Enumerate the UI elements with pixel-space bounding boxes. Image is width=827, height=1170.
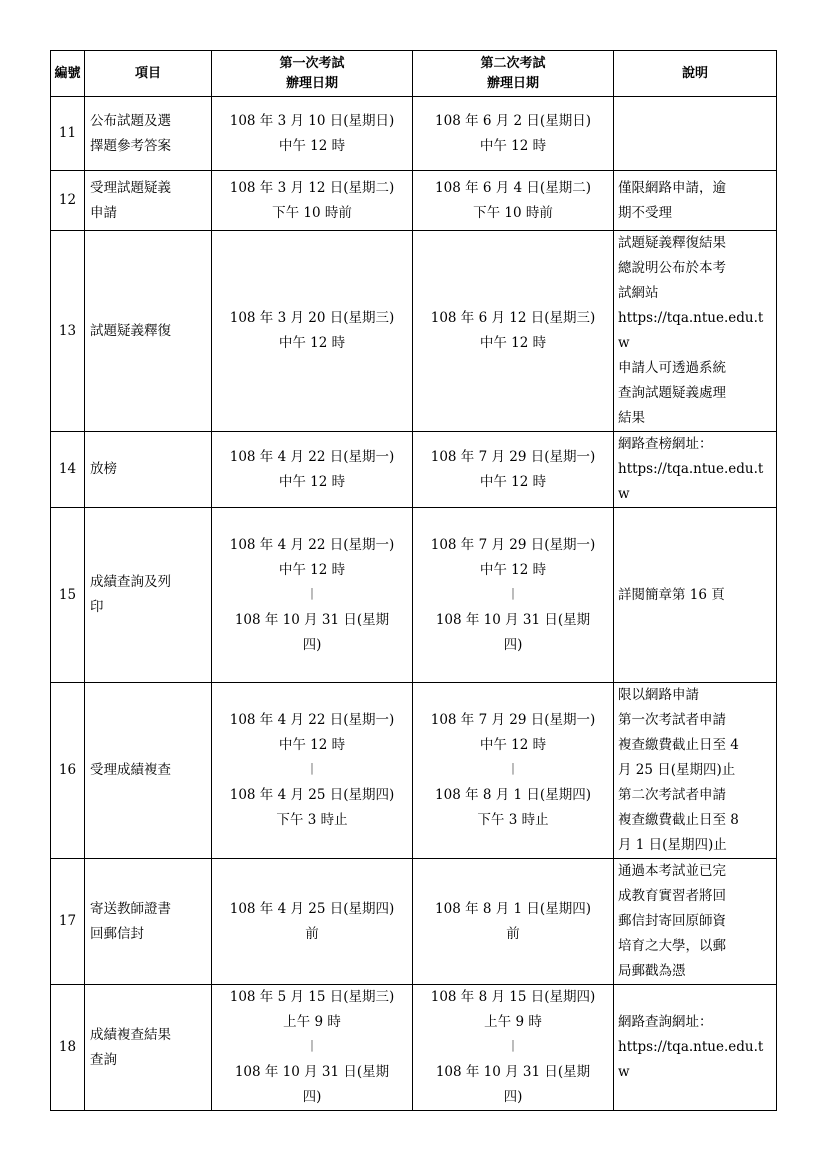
table-row xyxy=(51,683,777,859)
row-second-date: 108 年 7 月 29 日(星期一) 中午 12 時 ︱ 108 年 10 月 31 日(星期 四) xyxy=(413,508,614,683)
row-first-date: 108 年 4 月 22 日(星期一) 中午 12 時 ︱ 108 年 10 月 31 日(星期 四) xyxy=(212,508,413,683)
header-second-date: 第二次考試 辦理日期 xyxy=(413,51,614,97)
row-item: 受理試題疑義 申請 xyxy=(85,171,212,231)
row-first-date: 108 年 5 月 15 日(星期三) 上午 9 時 ︱ 108 年 10 月 31 日(星期 四) xyxy=(212,985,413,1111)
row-item: 成績查詢及列 印 xyxy=(85,508,212,683)
row-no: 12 xyxy=(51,171,85,231)
row-first-date: 108 年 4 月 25 日(星期四) 前 xyxy=(212,859,413,985)
header-first-date: 第一次考試 辦理日期 xyxy=(212,51,413,97)
header-row xyxy=(51,51,777,97)
row-second-date: 108 年 8 月 1 日(星期四) 前 xyxy=(413,859,614,985)
row-note: 網路查榜網址： https://tqa.ntue.edu.tw xyxy=(614,432,777,508)
table-row xyxy=(51,171,777,231)
row-item: 受理成績複查 xyxy=(85,683,212,859)
row-item: 放榜 xyxy=(85,432,212,508)
row-first-date: 108 年 3 月 12 日(星期二) 下午 10 時前 xyxy=(212,171,413,231)
row-note: 僅限網路申請，逾 期不受理 xyxy=(614,171,777,231)
row-first-date: 108 年 3 月 20 日(星期三) 中午 12 時 xyxy=(212,231,413,432)
row-second-date: 108 年 6 月 4 日(星期二) 下午 10 時前 xyxy=(413,171,614,231)
row-no: 18 xyxy=(51,985,85,1111)
table-row xyxy=(51,985,777,1111)
table-row xyxy=(51,432,777,508)
row-second-date: 108 年 7 月 29 日(星期一) 中午 12 時 ︱ 108 年 8 月 1 日(星期四) 下午 3 時止 xyxy=(413,683,614,859)
row-no: 16 xyxy=(51,683,85,859)
schedule-table xyxy=(50,50,777,1111)
row-note: 試題疑義釋復結果 總說明公布於本考 試網站 https://tqa.ntue.edu.tw 申請人可透過系統 查詢試題疑義處理 結果 xyxy=(614,231,777,432)
row-note: 網路查詢網址： https://tqa.ntue.edu.tw xyxy=(614,985,777,1111)
table-row xyxy=(51,231,777,432)
header-no: 編號 xyxy=(51,51,85,97)
row-no: 11 xyxy=(51,97,85,171)
row-second-date: 108 年 6 月 12 日(星期三) 中午 12 時 xyxy=(413,231,614,432)
row-item: 成績複查結果 查詢 xyxy=(85,985,212,1111)
header-item: 項目 xyxy=(85,51,212,97)
row-note: 詳閱簡章第 16 頁 xyxy=(614,508,777,683)
row-no: 13 xyxy=(51,231,85,432)
row-no: 17 xyxy=(51,859,85,985)
row-note: 通過本考試並已完 成教育實習者將回 郵信封寄回原師資 培育之大學，以郵 局郵戳為憑 xyxy=(614,859,777,985)
table-row xyxy=(51,97,777,171)
row-first-date: 108 年 3 月 10 日(星期日) 中午 12 時 xyxy=(212,97,413,171)
header-note: 說明 xyxy=(614,51,777,97)
row-note xyxy=(614,97,777,171)
row-item: 寄送教師證書 回郵信封 xyxy=(85,859,212,985)
row-no: 14 xyxy=(51,432,85,508)
row-first-date: 108 年 4 月 22 日(星期一) 中午 12 時 ︱ 108 年 4 月 25 日(星期四) 下午 3 時止 xyxy=(212,683,413,859)
row-note: 限以網路申請 第一次考試者申請 複查繳費截止日至 4 月 25 日(星期四)止 第二次考試者申請 複查繳費截止日至 8 月 1 日(星期四)止 xyxy=(614,683,777,859)
table-row xyxy=(51,508,777,683)
row-item: 試題疑義釋復 xyxy=(85,231,212,432)
row-second-date: 108 年 6 月 2 日(星期日) 中午 12 時 xyxy=(413,97,614,171)
row-item: 公布試題及選 擇題參考答案 xyxy=(85,97,212,171)
row-first-date: 108 年 4 月 22 日(星期一) 中午 12 時 xyxy=(212,432,413,508)
row-second-date: 108 年 7 月 29 日(星期一) 中午 12 時 xyxy=(413,432,614,508)
row-no: 15 xyxy=(51,508,85,683)
row-second-date: 108 年 8 月 15 日(星期四) 上午 9 時 ︱ 108 年 10 月 31 日(星期 四) xyxy=(413,985,614,1111)
table-row xyxy=(51,859,777,985)
